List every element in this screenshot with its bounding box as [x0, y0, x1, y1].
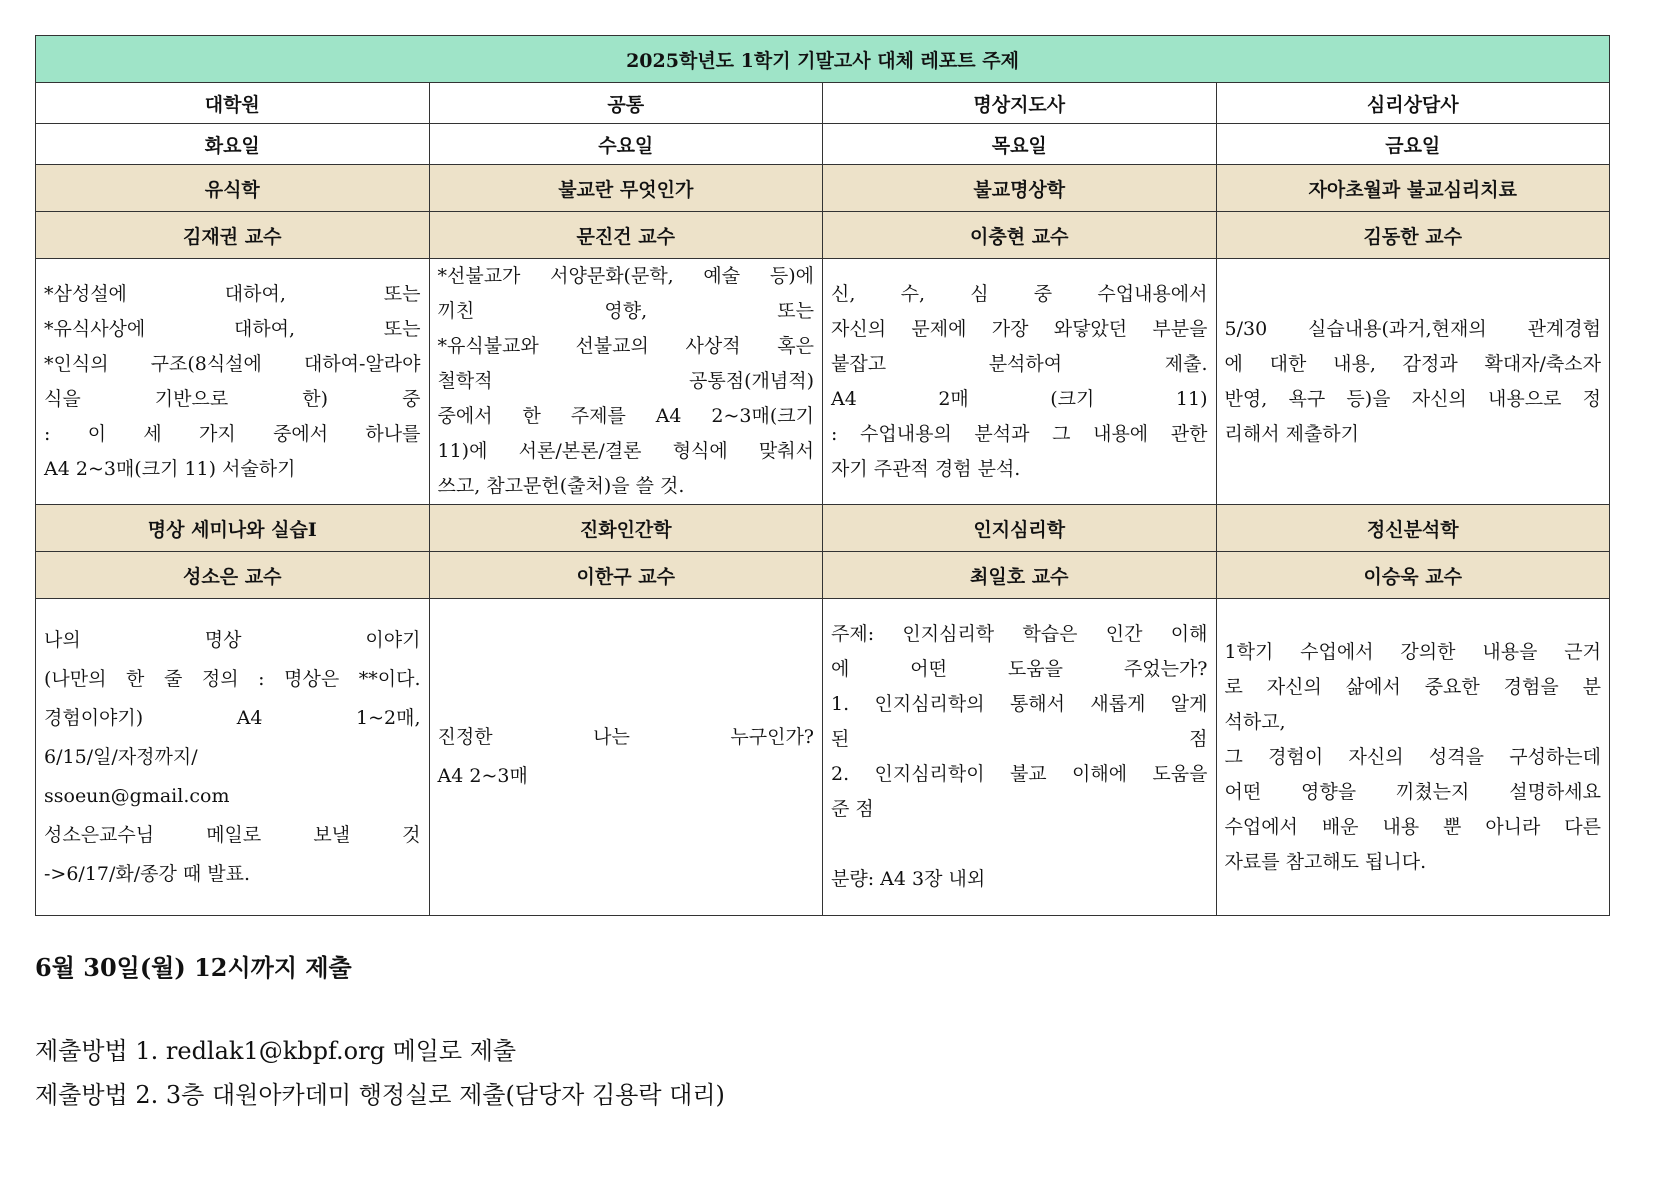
content-line: 에 어떤 도움을 주었는가? [831, 658, 1208, 680]
content-line: 철학적 공통점(개념적) [437, 370, 814, 392]
content-line: 11)에 서론/본론/결론 형식에 맞춰서 [437, 440, 814, 462]
assignment-content [823, 599, 1217, 916]
course-name: 인지심리학 [823, 505, 1217, 552]
course-name: 자아초월과 불교심리치료 [1216, 165, 1610, 212]
assignment-content [823, 259, 1217, 505]
content-line: 경험이야기) A4 1~2매, [44, 706, 421, 729]
content-line: *유식사상에 대하여, 또는 [44, 317, 421, 340]
content-line: *삼성설에 대하여, 또는 [44, 282, 421, 305]
assignment-content [429, 259, 823, 505]
content-line: 2. 인지심리학이 불교 이해에 도움을 [831, 763, 1208, 785]
content-line: 끼친 영향, 또는 [437, 300, 814, 322]
content-line: 리해서 제출하기 [1224, 422, 1360, 445]
content-line [831, 827, 1208, 862]
professor-name: 문진건 교수 [429, 212, 823, 259]
content-line: A4 2매 (크기 11) [831, 387, 1208, 410]
course-name: 명상 세미나와 실습Ⅰ [36, 505, 430, 552]
day-header: 수요일 [429, 124, 823, 165]
program-header: 공통 [429, 83, 823, 124]
professor-name: 이충현 교수 [823, 212, 1217, 259]
content-line: 자료를 참고해도 됩니다. [1224, 850, 1427, 873]
professor-name: 이승욱 교수 [1216, 552, 1610, 599]
content-line: *유식불교와 선불교의 사상적 혹은 [437, 335, 814, 357]
content-line: (나만의 한 줄 정의 : 명상은 **이다. [44, 667, 421, 690]
content-line: 준 점 [831, 798, 874, 820]
content-line: *인식의 구조(8식설에 대하여-알라야 [44, 352, 421, 375]
content-line: 주제: 인지심리학 학습은 인간 이해 [831, 623, 1208, 645]
submission-deadline: 6월 30일(월) 12시까지 제출 [35, 953, 352, 982]
content-line: 나의 명상 이야기 [44, 628, 421, 651]
content-line: 붙잡고 분석하여 제출. [831, 352, 1208, 375]
content-line: 1. 인지심리학의 통해서 새롭게 알게 [831, 693, 1208, 715]
report-topics-table [35, 35, 1610, 916]
content-line: 신, 수, 심 중 수업내용에서 [831, 282, 1208, 305]
assignment-content [1216, 599, 1610, 916]
course-name: 유식학 [36, 165, 430, 212]
content-line: 반영, 욕구 등)을 자신의 내용으로 정 [1224, 387, 1601, 410]
course-name: 정신분석학 [1216, 505, 1610, 552]
content-line: A4 2~3매 [437, 765, 528, 787]
day-header: 목요일 [823, 124, 1217, 165]
assignment-content [36, 259, 430, 505]
content-line: ->6/17/화/종강 때 발표. [44, 862, 251, 885]
submission-method-office: 제출방법 2. 3층 대원아카데미 행정실로 제출(담당자 김용락 대리) [35, 1081, 725, 1109]
table-title: 2025학년도 1학기 기말고사 대체 레포트 주제 [36, 36, 1610, 83]
content-line: 어떤 영향을 끼쳤는지 설명하세요 [1224, 780, 1601, 803]
content-line: 그 경험이 자신의 성격을 구성하는데 [1224, 745, 1601, 768]
program-header: 대학원 [36, 83, 430, 124]
content-line: 6/15/일/자정까지/ [44, 745, 198, 768]
content-line: 식을 기반으로 한) 중 [44, 387, 421, 410]
submission-method-email: 제출방법 1. redlak1@kbpf.org 메일로 제출 [35, 1037, 517, 1065]
professor-name: 김동한 교수 [1216, 212, 1610, 259]
content-line: 5/30 실습내용(과거,현재의 관계경험 [1224, 317, 1601, 340]
content-line: 로 자신의 삶에서 중요한 경험을 분 [1224, 675, 1601, 698]
assignment-content [36, 599, 430, 916]
content-line: 분량: A4 3장 내외 [831, 868, 986, 890]
content-line: A4 2~3매(크기 11) 서술하기 [44, 457, 296, 480]
professor-name: 최일호 교수 [823, 552, 1217, 599]
content-line: ssoeun@gmail.com [44, 784, 230, 807]
professor-name: 성소은 교수 [36, 552, 430, 599]
content-line: : 이 세 가지 중에서 하나를 [44, 422, 421, 445]
content-line: 석하고, [1224, 710, 1286, 733]
course-name: 진화인간학 [429, 505, 823, 552]
professor-name: 이한구 교수 [429, 552, 823, 599]
content-line: 수업에서 배운 내용 뿐 아니라 다른 [1224, 815, 1601, 838]
content-line: 자기 주관적 경험 분석. [831, 457, 1021, 480]
content-line: 성소은교수님 메일로 보낼 것 [44, 823, 421, 846]
content-line: 쓰고, 참고문헌(출처)을 쓸 것. [437, 475, 685, 497]
content-line: 1학기 수업에서 강의한 내용을 근거 [1224, 640, 1601, 663]
professor-name: 김재권 교수 [36, 212, 430, 259]
content-line: 중에서 한 주제를 A4 2~3매(크기 [437, 405, 814, 427]
content-line: 에 대한 내용, 감정과 확대자/축소자 [1224, 352, 1601, 375]
program-header: 심리상담사 [1216, 83, 1610, 124]
content-line: 진정한 나는 누구인가? [437, 726, 814, 748]
content-line: 된 점 [831, 728, 1208, 750]
content-line: *선불교가 서양문화(문학, 예술 등)에 [437, 265, 814, 287]
content-line: 자신의 문제에 가장 와닿았던 부분을 [831, 317, 1208, 340]
content-line: : 수업내용의 분석과 그 내용에 관한 [831, 422, 1208, 445]
day-header: 금요일 [1216, 124, 1610, 165]
course-name: 불교명상학 [823, 165, 1217, 212]
assignment-content [429, 599, 823, 916]
course-name: 불교란 무엇인가 [429, 165, 823, 212]
program-header: 명상지도사 [823, 83, 1217, 124]
day-header: 화요일 [36, 124, 430, 165]
assignment-content [1216, 259, 1610, 505]
